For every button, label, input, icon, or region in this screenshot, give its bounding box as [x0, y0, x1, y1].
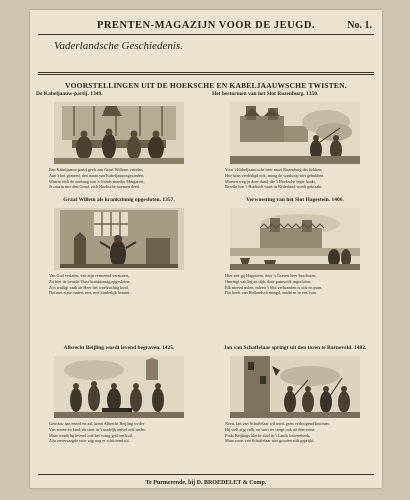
verse-line: Getrouw aan eened en aal, komt Albrecht Beijling weder	[49, 421, 145, 426]
verse-line: Elk moeed nolen, mleen 't Slot verbranden is ook en puin,	[225, 284, 323, 290]
panel-5	[36, 344, 202, 444]
verse-line: Aan 't hof gemeed, den naam van Kabeljaauwsgezinden;	[49, 172, 144, 178]
imprint: Te Purmerende, bij D. BROEDELET & Comp.	[145, 480, 267, 486]
verse-line: Moeten weg ja door daad, die 't Hoeksche leger haakt,	[225, 178, 316, 184]
panel-1	[36, 90, 202, 190]
divider	[38, 474, 374, 475]
verse-line: Maar wordt bij levend ook het vonig graf ten kuil,	[49, 432, 133, 438]
verse-line: Zit hier de treurde Vorst krankzinnig opgesloten;	[49, 278, 131, 284]
panel-verse	[49, 167, 189, 190]
verse-line: Dat heeft van Hollandsch maagd, ontdeien in ons' tuin.	[225, 290, 317, 296]
engraving-kabeljaauw	[54, 102, 184, 164]
verse-line: Bereikt hoe 't Hoeksch vaart in Nederland wordt gekraakt.	[225, 184, 323, 190]
verse-line: Van God verlaten, van zijn vermeend verstoten,	[49, 273, 129, 278]
verse-line: Maar zoort van Schaffelaar niet grooten stift geprijkt.	[225, 438, 315, 444]
verse-line: Neen, Jan van Schaffelaar wil nooit geen verbrogend kroonen;	[225, 421, 330, 426]
panel-caption: Verwoesting van het Slot Hagestein. 1406.	[246, 197, 344, 203]
panel-verse	[225, 421, 365, 444]
verse-line: Van zonne en kind, en stort in 't aardrijk ontsef ook neder;	[49, 426, 147, 432]
panel-verse	[225, 167, 365, 190]
panel-verse	[49, 273, 189, 296]
series-title: Vaderlandsche Geschiedenis.	[54, 40, 183, 52]
verse-line: Frakt Beijlings klerke ziad in 't Lands lotterrebeek,	[225, 432, 311, 438]
engraving-willem	[54, 208, 184, 270]
panel-3	[36, 196, 202, 296]
engraving-hagestein	[230, 208, 360, 270]
panel-2	[212, 90, 378, 190]
print-sheet	[30, 10, 382, 488]
panel-caption: De Kabeljaauw-partij. 1349.	[36, 91, 103, 97]
panel-caption: Jan van Schaffelaar springt uit den toren te Barneveld. 1482.	[223, 345, 367, 351]
divider	[38, 72, 374, 75]
divider	[38, 34, 374, 35]
verse-line: Hij stelt zijg volk, en stort ter sterpt ook uit den toren;	[225, 426, 316, 432]
panel-4	[212, 196, 378, 296]
verse-line: Dat met zijne ouders eert, met kinderlijk bemint.	[49, 290, 131, 296]
engraving-rozenburg	[230, 102, 360, 164]
panel-verse	[49, 421, 189, 444]
issue-number: No. 1.	[347, 20, 372, 31]
panel-caption: Albrecht Beijling wordt levend begraven. 1425.	[63, 345, 175, 351]
panel-caption: Graaf Willem als krankzinnig opgesloten. 1357.	[63, 197, 175, 203]
masthead-title: PRENTEN-MAGAZIJN VOOR DE JEUGD.	[96, 20, 316, 31]
verse-line: Hoe kran verdedigd ook, moog de wanhoop niet gebukken.	[225, 172, 325, 178]
panel-6	[212, 344, 378, 444]
panel-verse	[225, 273, 365, 296]
verse-line: Omringt van leg en dijk, door puinwerk ingesloten;	[225, 278, 312, 284]
verse-line: Waarin zich de aanhang van 's Graafs moeder Margareet,	[49, 178, 145, 184]
panel-caption: Het bestormen van het Slot Rozenburg. 1350.	[212, 91, 319, 97]
verse-line: Zoo waltigt vaak de Heer het woelzuchtig kind,	[49, 284, 129, 290]
verse-line: Je omzin met den Graaf, zich Hoeksche noemen deed.	[49, 184, 140, 190]
verse-line: Voor 't Kabeljaauwsche heer moet Rozenburg des hekken;	[225, 167, 323, 172]
verse-line: Een Kabeljaauw-partij geeft aan Graaf Willems vrinden,	[49, 167, 144, 172]
verse-line: Zijn onversaagde voor zijg nog er schittrend uit.	[49, 438, 130, 444]
engraving-beijling	[54, 356, 184, 418]
subject-heading: VOORSTELLINGEN UIT DE HOEKSCHE EN KABELJAAUWSCHE TWISTEN.	[65, 81, 347, 90]
verse-line: Hier ziet gij Hagestein, door 's Graven heer beschoten,	[225, 273, 317, 278]
engraving-schaffelaar	[230, 356, 360, 418]
